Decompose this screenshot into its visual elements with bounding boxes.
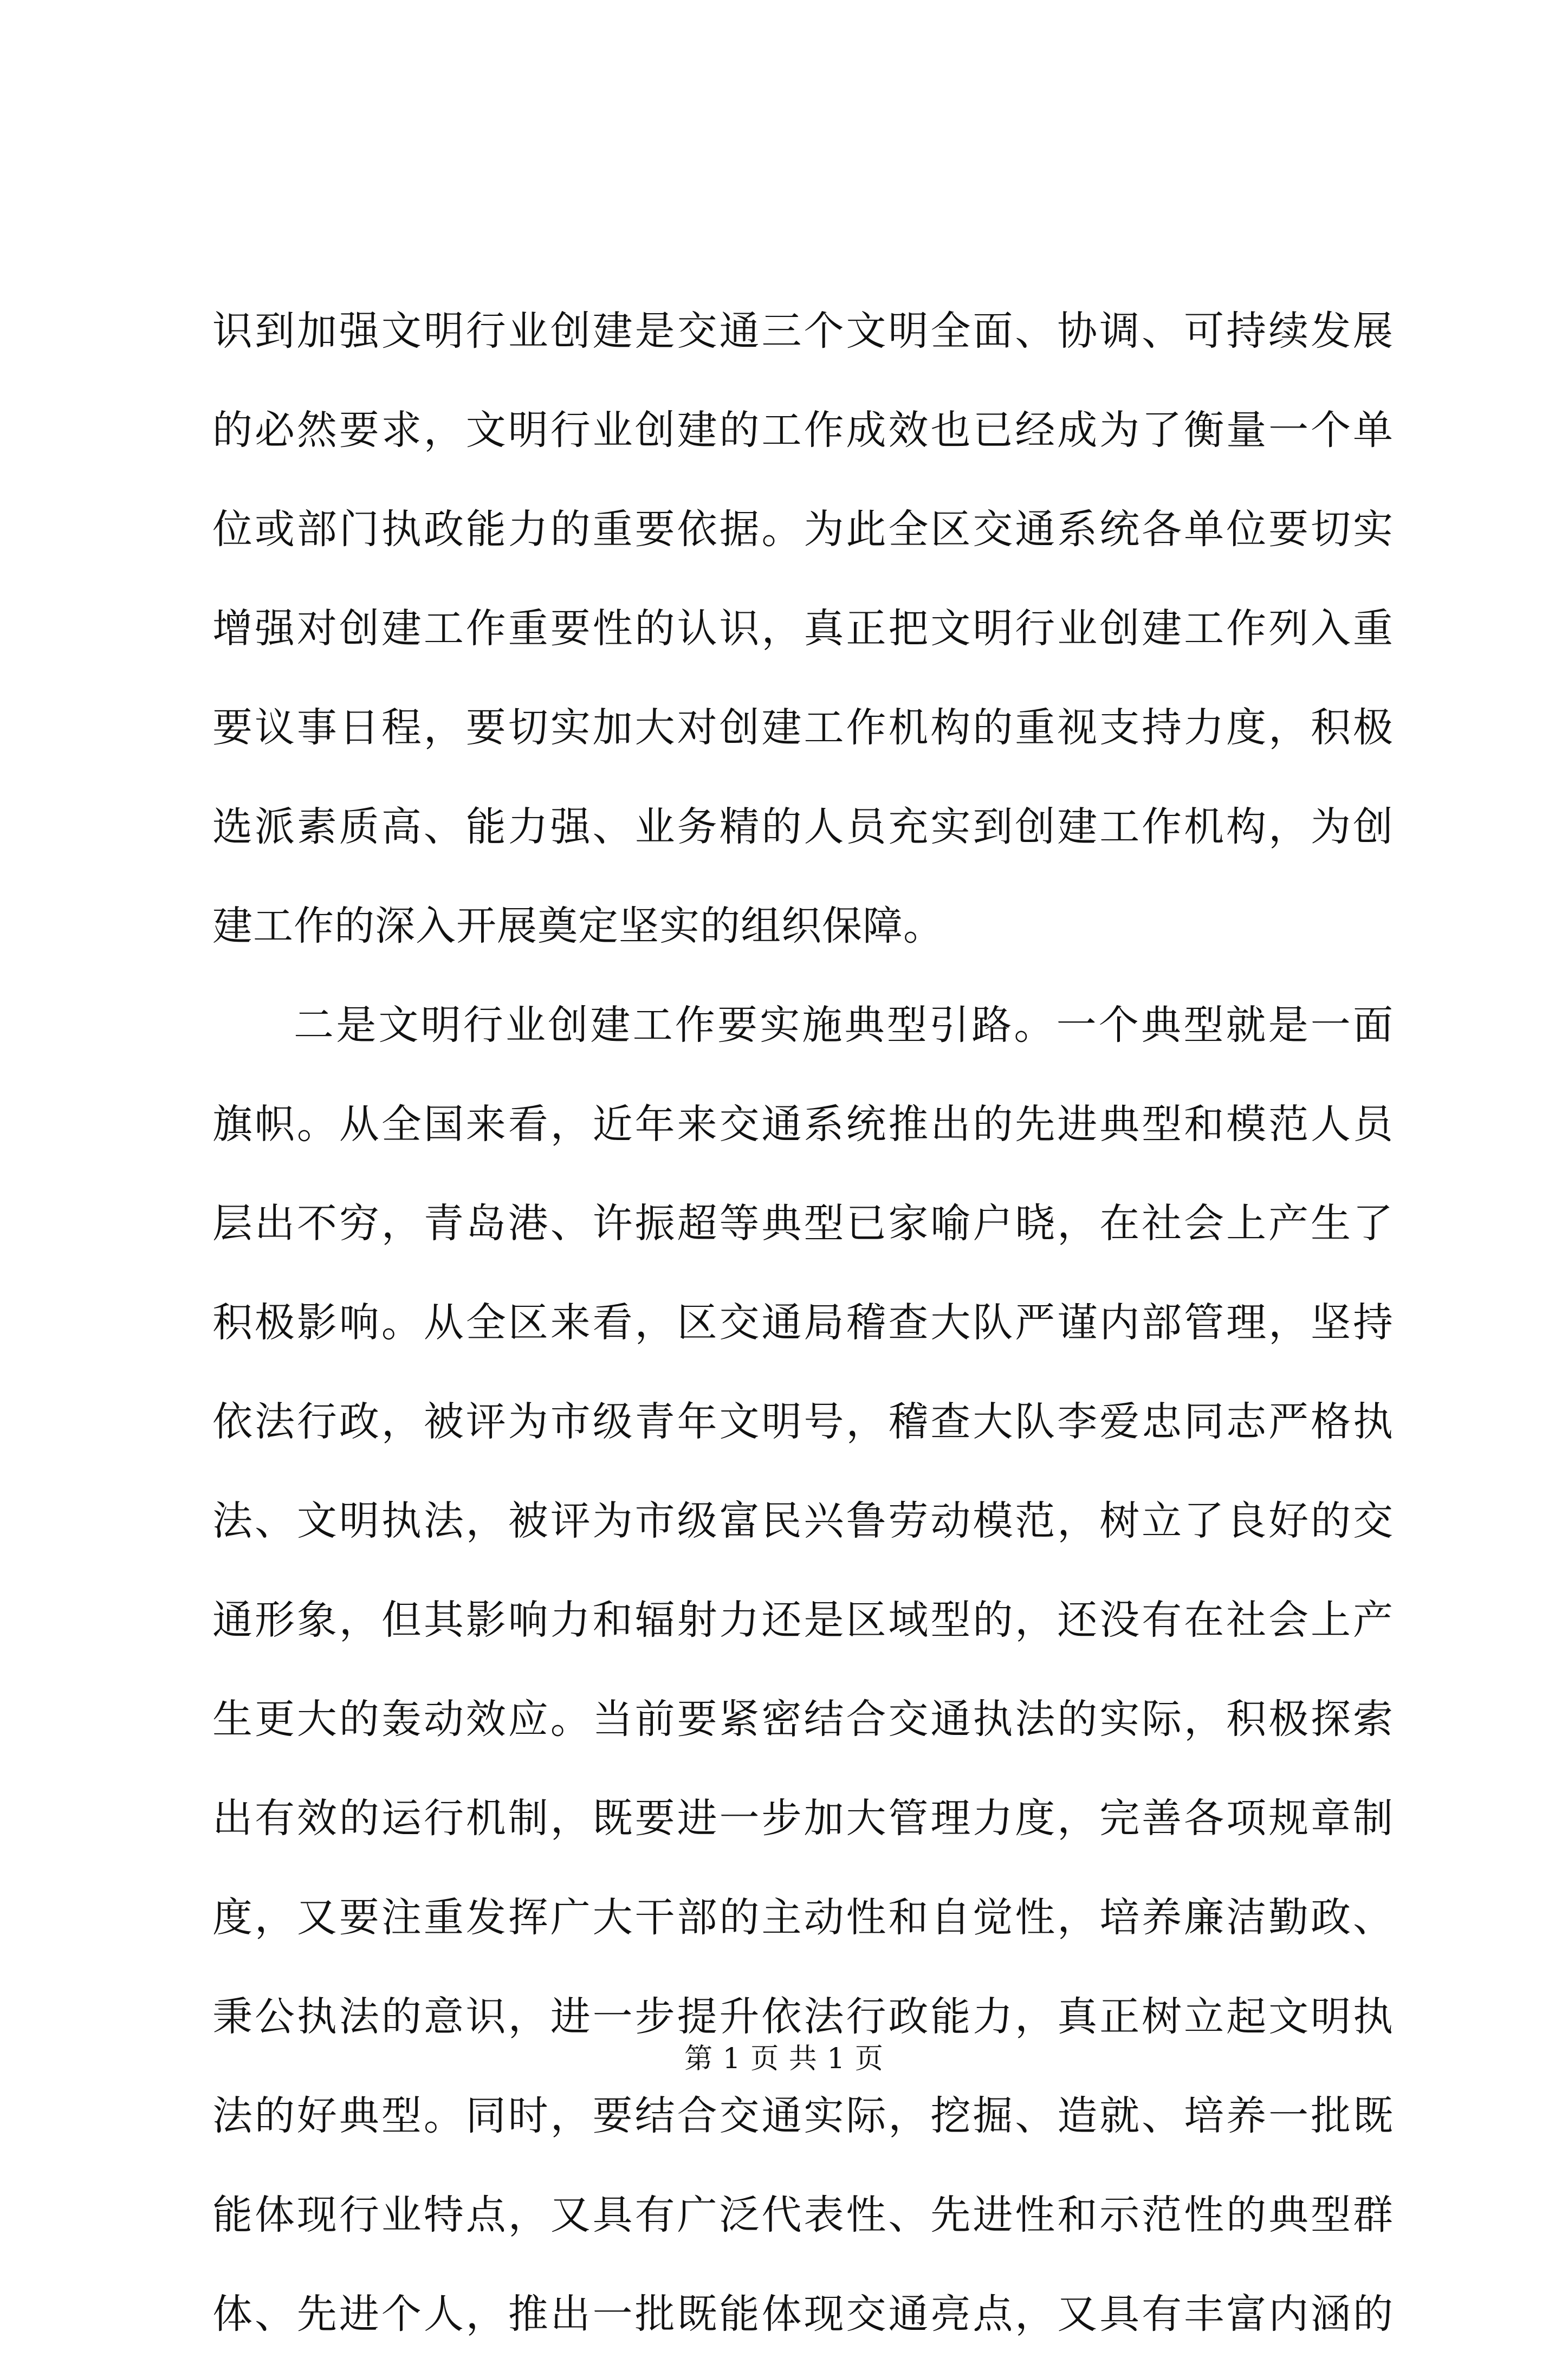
text-line: 建工作的深入开展奠定坚实的组织保障。 [212, 903, 944, 949]
text-line: 选派素质高、能力强、业务精的人员充实到创建工作机构，为创 [212, 804, 1394, 850]
text-line: 度，又要注重发挥广大干部的主动性和自觉性，培养廉洁勤政、 [212, 1894, 1394, 1941]
text-line: 能体现行业特点，又具有广泛代表性、先进性和示范性的典型群 [212, 2192, 1394, 2238]
text-line: 位或部门执政能力的重要依据。为此全区交通系统各单位要切实 [212, 506, 1394, 553]
text-line: 出有效的运行机制，既要进一步加大管理力度，完善各项规章制 [212, 1795, 1394, 1842]
text-line: 旗帜。从全国来看，近年来交通系统推出的先进典型和模范人员 [212, 1101, 1394, 1148]
text-line: 生更大的轰动效应。当前要紧密结合交通执法的实际，积极探索 [212, 1696, 1394, 1743]
text-line: 积极影响。从全区来看，区交通局稽查大队严谨内部管理，坚持 [212, 1299, 1394, 1346]
text-line: 二是文明行业创建工作要实施典型引路。一个典型就是一面 [294, 1002, 1394, 1048]
text-line: 法的好典型。同时，要结合交通实际，挖掘、造就、培养一批既 [212, 2093, 1394, 2139]
paragraph-1 [212, 282, 1394, 976]
text-line: 要议事日程，要切实加大对创建工作机构的重视支持力度，积极 [212, 704, 1394, 751]
text-line: 层出不穷，青岛港、许振超等典型已家喻户晓，在社会上产生了 [212, 1200, 1394, 1247]
text-line: 的必然要求，文明行业创建的工作成效也已经成为了衡量一个单 [212, 407, 1394, 454]
page-number-footer: 第 1 页 共 1 页 [684, 2043, 884, 2075]
text-line: 体、先进个人，推出一批既能体现交通亮点，又具有丰富内涵的 [212, 2291, 1394, 2337]
text-line: 通形象，但其影响力和辐射力还是区域型的，还没有在社会上产 [212, 1597, 1394, 1643]
text-line: 识到加强文明行业创建是交通三个文明全面、协调、可持续发展 [212, 308, 1394, 354]
text-line: 秉公执法的意识，进一步提升依法行政能力，真正树立起文明执 [212, 1993, 1394, 2040]
paragraph-2 [212, 976, 1394, 2364]
text-line: 增强对创建工作重要性的认识，真正把文明行业创建工作列入重 [212, 605, 1394, 652]
text-line: 依法行政，被评为市级青年文明号，稽查大队李爱忠同志严格执 [212, 1398, 1394, 1445]
text-line: 法、文明执法，被评为市级富民兴鲁劳动模范，树立了良好的交 [212, 1498, 1394, 1544]
